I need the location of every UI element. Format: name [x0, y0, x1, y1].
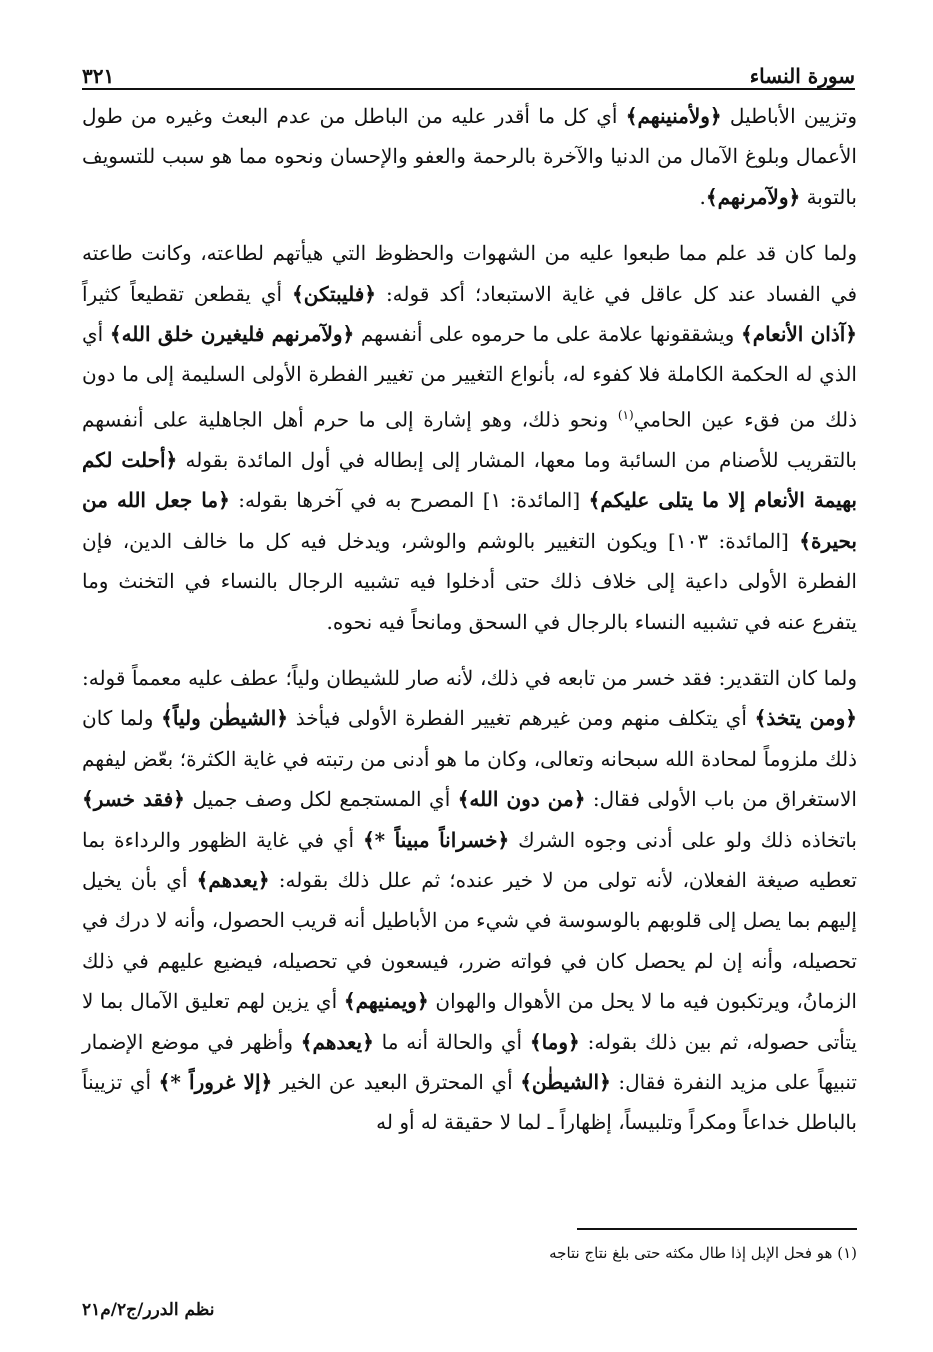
quran-quote: ﴿أحلت لكم بهيمة الأنعام إلا ما يتلى عليكم﴾: [82, 447, 858, 513]
quran-quote: ﴿فليبتكن﴾: [292, 281, 376, 306]
paragraph-3: [82, 658, 857, 1143]
text-run: أي يزين لهم تعليق الآمال بما لا يتأتى حصوله، ثم بين ذلك بقوله:: [82, 989, 857, 1054]
text-run: أي بأن يخيل إليهم بما يصل إلى قلوبهم بالوسوسة في شيء من الأباطيل أنه قريب الحصول، وأنه لا درك في تحصيله، وأنه إن لم يحصل كان في فواته ضرر، فيسعون في تحصيله، فيضيع عليهم في ذلك الزمانُ، ويرتكبون فيه ما لا يحل من الأهوال والهوان: [82, 867, 857, 1014]
text-run: ويشققونها علامة على ما حرموه على أنفسهم: [354, 322, 741, 347]
quran-quote: ﴿ويمنيهم﴾: [343, 989, 429, 1014]
text-run: أي يتكلف منهم ومن غيرهم تغيير الفطرة الأولى فيأخذ: [287, 706, 755, 731]
body-text: [82, 96, 857, 1143]
printer-signature: نظم الدرر/ج٢/م٢١: [82, 1300, 215, 1320]
paragraph-2: [82, 233, 857, 642]
text-run: أي في غاية الظهور والرداءة بما تعطيه صيغة الفعلان، لأنه تولى من لا خير عنده؛ ثم علل ذلك بقوله:: [82, 827, 857, 892]
text-run: أي يقطعن تقطيعاً كثيراً: [82, 281, 292, 306]
quran-quote: ﴿فقد خسر﴾: [82, 787, 185, 812]
quran-quote: ﴿ما جعل الله من بحيرة﴾: [82, 488, 857, 553]
quran-quote: ﴿يعدهم﴾: [196, 867, 270, 892]
text-run: أي الذي له الحكمة الكاملة فلا كفوء له، بأنواع التغيير من تغيير الفطرة الأولى السليمة إلى ما دون ذلك من فقء عين الحامي: [82, 322, 857, 432]
text-run: وأظهر في موضع الإضمار تنبيهاً على مزيد النفرة فقال:: [82, 1029, 857, 1094]
quran-quote: ﴿الشيطٰن﴾: [520, 1070, 611, 1094]
page-header: [82, 54, 855, 90]
text-run: [المائدة: ١] المصرح به في آخرها بقوله:: [229, 488, 589, 513]
surah-title: سورة النساء: [749, 64, 855, 88]
text-run: ولما كان ذلك ملزوماً لمحادة الله سبحانه وتعالى، وكان ما هو أدنى من رتبته في غاية الكثرة؛ بعّض ليفهم الاستغراق من باب الأولى فقال:: [82, 706, 857, 812]
footnote: (١) هو فحل الإبل إذا طال مكثه حتى بلغ نتاج نتاجه: [549, 1244, 857, 1262]
quran-quote: ﴿وما﴾: [529, 1029, 580, 1054]
footnote-ref: (١): [617, 407, 634, 422]
paragraph-1: [82, 96, 857, 217]
text-run: أي المستجمع لكل وصف جميل: [184, 787, 458, 812]
text-run: ونحو ذلك، وهو إشارة إلى ما حرم أهل الجاهلية على أنفسهم بالتقريب للأصنام من السائبة وما معها، المشار إلى إبطاله في أول المائدة بقوله: [82, 407, 857, 472]
text-run: [المائدة: ١٠٣] ويكون التغيير بالوشم والوشر، ويدخل فيه كل ما خالف الدين، فإن الفطرة الأولى داعية إلى خلاف ذلك حتى أدخلوا فيه تشبيه الرجال بالنساء في التخنث وما يتفرع عنه في تشبيه النساء بالرجال في السحق ومانحاً فيه نحوه.: [82, 528, 857, 634]
footnote-separator: [577, 1228, 857, 1230]
text-run: .: [699, 184, 706, 209]
quran-quote: ﴿ولآمرنهم فليغيرن خلق الله﴾: [109, 322, 355, 347]
quran-quote: ﴿الشيطٰن ولياً﴾: [161, 706, 288, 731]
text-run: أي المحترق البعيد عن الخير: [272, 1070, 521, 1094]
text-run: وتزيين الأباطيل: [721, 104, 858, 128]
quran-quote: ﴿آذان الأنعام﴾: [740, 322, 858, 347]
quran-quote: ﴿يعدهم﴾: [300, 1029, 374, 1054]
quran-quote: ﴿ولآمرنهم﴾: [705, 184, 801, 209]
text-run: ولما كان قد علم مما طبعوا عليه من الشهوات والحظوظ التي هيأتهم لطاعته، وكانت طاعته في الفساد عند كل عاقل في غاية الاستبعاد؛ أكد قوله:: [82, 241, 858, 306]
page-number: ٣٢١: [82, 64, 115, 88]
text-run: ولما كان التقدير: فقد خسر من تابعه في ذلك، لأنه صار للشيطان ولياً؛ عطف عليه معمماً قوله:: [82, 665, 857, 690]
text-run: أي كل ما أقدر عليه من الباطل من عدم البعث وغيره من طول الأعمال وبلوغ الآمال من الدنيا والآخرة بالرحمة والعفو والإحسان ونحوه مما هو سبب للتسويف بالتوبة: [82, 104, 857, 209]
text-run: أي والحالة أنه ما: [373, 1029, 530, 1054]
quran-quote: ﴿إلا غروراً *﴾: [158, 1070, 273, 1094]
text-run: أي تزييناً بالباطل خداعاً ومكراً وتلبيساً، إظهاراً ـ لما لا حقيقة له أو له: [82, 1070, 857, 1135]
quran-quote: ﴿خسراناً مبيناً *﴾: [362, 827, 510, 852]
quran-quote: ﴿من دون الله﴾: [457, 787, 586, 812]
text-run: باتخاذه ذلك ولو على أدنى وجوه الشرك: [509, 827, 857, 852]
quran-quote: ﴿ولأمنينهم﴾: [625, 104, 722, 128]
quran-quote: ﴿ومن يتخذ﴾: [754, 706, 857, 731]
